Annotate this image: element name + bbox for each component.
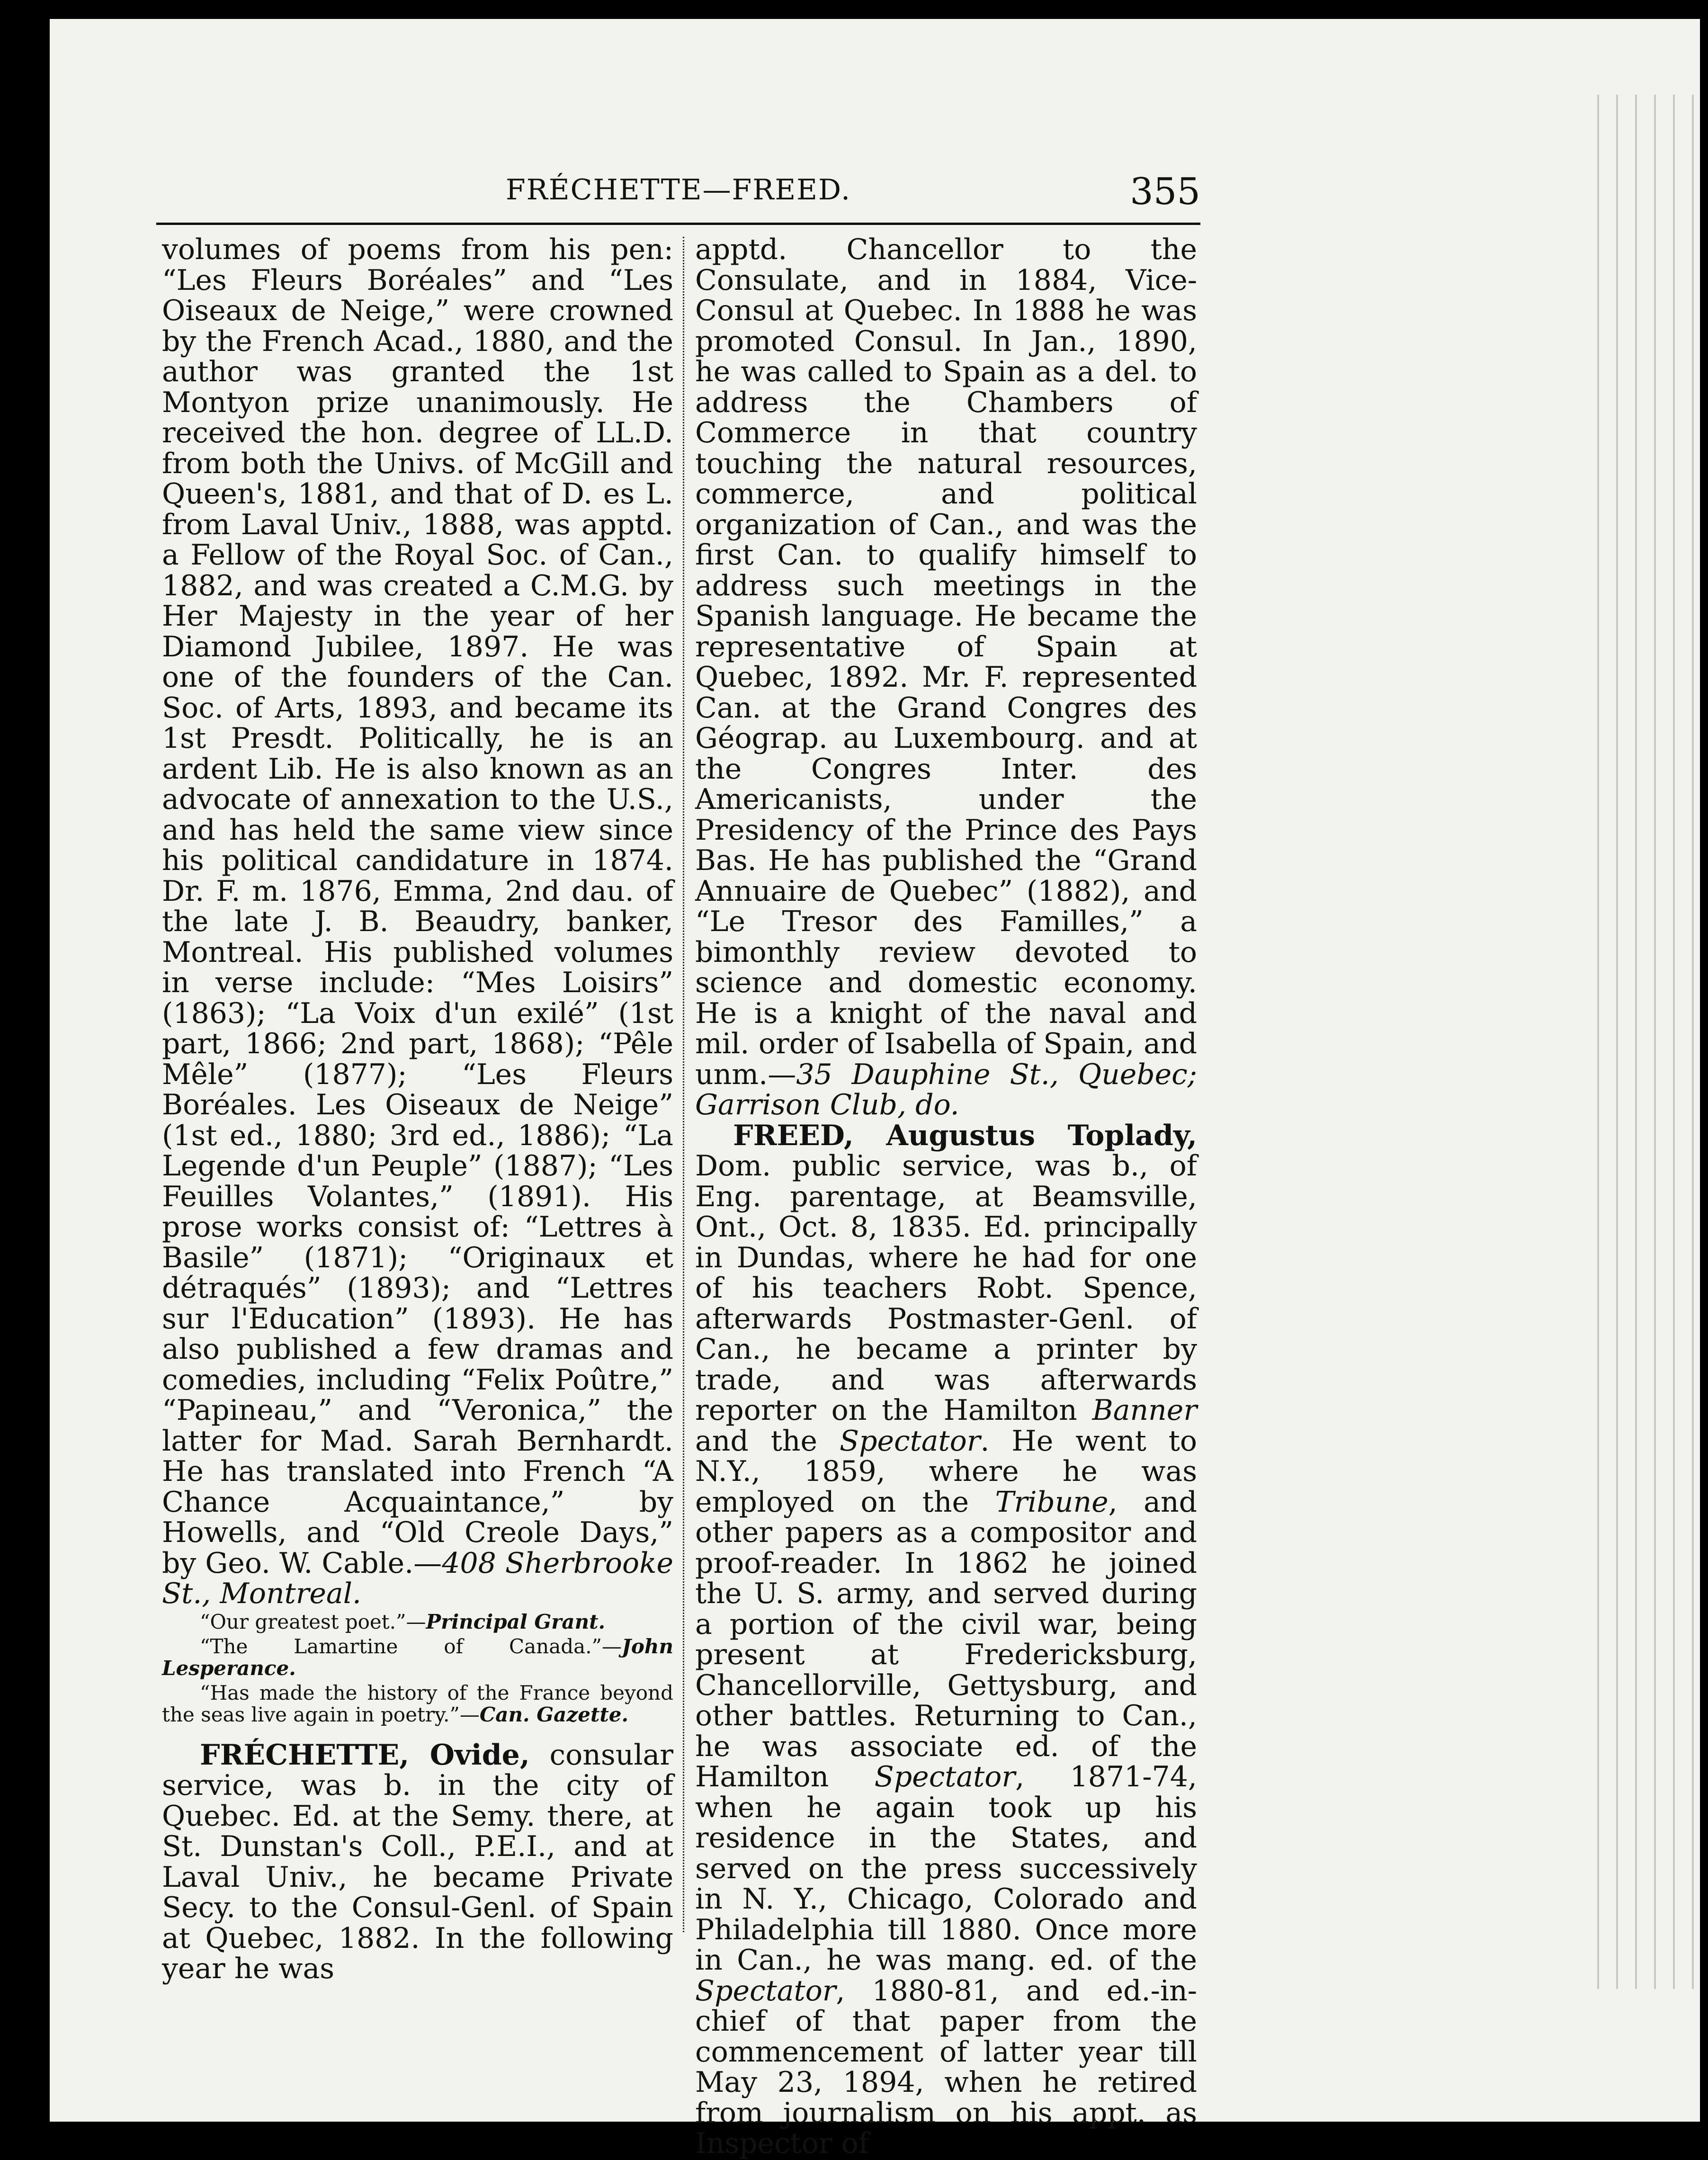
left-column [162, 234, 673, 1949]
right-continuation-paragraph [695, 234, 1197, 1120]
quote-3 [162, 1682, 673, 1726]
right-continuation-text: apptd. Chancellor to the Consulate, and in 1884, Vice-Consul at Quebec. In 1888 he was promoted Consul. In Jan., 1890, he was called to Spain as a del. to address the Chambers of Commerce in that country touching the natural resources, commerce, and political organization of Can., and was the first Can. to qualify himself to address such meetings in the Spanish language. He became the representative of Spain at Quebec, 1892. Mr. F. represented Can. at the Grand Congres des Géograp. au Luxembourg. and at the Congres Inter. des Americanists, under the Presidency of the Prince des Pays Bas. He has published the “Grand Annuaire de Quebec” (1882), and “Le Tresor des Familles,” a bimonthly review devoted to science and domestic economy. He is a knight of the naval and mil. order of Isabella of Spain, and unm.— [695, 233, 1197, 1091]
entry-spacer [162, 1726, 673, 1740]
entry-freed-text-6: , 1880-81, and ed.-in-chief of that paper from the commencement of latter year till May 23, 1894, when he retired from journalism on his appt. as Inspector of [695, 1974, 1197, 2160]
page-number: 355 [1130, 170, 1200, 213]
quote-2 [162, 1636, 673, 1679]
page-header [156, 170, 1200, 218]
entry-freed-name: FREED, Augustus Toplady, [733, 1119, 1197, 1152]
entry-freed-text-1: Dom. public service, was b., of Eng. parentage, at Beamsville, Ont., Oct. 8, 1835. Ed. principally in Dundas, where he had for one of his teachers Robt. Spence, afterwards Postmaster-Genl. of Can., he became a printer by trade, and was afterwards reporter on the Hamilton [695, 1149, 1197, 1427]
quote-1-text: “Our greatest poet.”— [200, 1610, 426, 1633]
quote-1-source: Principal Grant. [426, 1610, 605, 1633]
entry-frechette-ovide-name: FRÉCHETTE, Ovide, [200, 1739, 530, 1772]
column-divider [683, 237, 684, 1932]
entry-freed-text-3: . He went to N.Y., 1859, where he was employed on the [695, 1425, 1197, 1519]
left-continuation-paragraph [162, 234, 673, 1609]
paper-tribune: Tribune [995, 1486, 1109, 1519]
entry-freed-text-2: and the [695, 1425, 840, 1458]
paper-spectator-3: Spectator [695, 1974, 836, 2008]
right-continuation-address: 35 Dauphine St., Quebec; Garrison Club, do. [695, 1058, 1197, 1122]
running-head: FRÉCHETTE—FREED. [156, 173, 1200, 206]
quote-2-text: “The Lamartine of Canada.”— [200, 1635, 622, 1658]
right-column [695, 234, 1197, 1949]
entry-freed-text-4: , and other papers as a compositor and proof-reader. In 1862 he joined the U. S. army, and served during a portion of the civil war, being present at Fredericksburg, Chancellorville, Gettysburg, and other battles. Returning to Can., he was associate ed. of the Hamilton [695, 1486, 1197, 1794]
entry-freed-augustus [695, 1120, 1197, 2159]
paper-banner: Banner [1092, 1394, 1197, 1427]
quote-2-source: John Lesperance. [162, 1635, 673, 1680]
entry-frechette-ovide [162, 1740, 673, 1984]
quote-3-text: “Has made the history of the France beyond the seas live again in poetry.”— [162, 1681, 673, 1726]
left-continuation-text: volumes of poems from his pen: “Les Fleurs Boréales” and “Les Oiseaux de Neige,” were crowned by the French Acad., 1880, and the author was granted the 1st Montyon prize unanimously. He received the hon. degree of LL.D. from both the Univs. of McGill and Queen's, 1881, and that of D. es L. from Laval Univ., 1888, was apptd. a Fellow of the Royal Soc. of Can., 1882, and was created a C.M.G. by Her Majesty in the year of her Diamond Jubilee, 1897. He was one of the founders of the Can. Soc. of Arts, 1893, and became its 1st Presdt. Politically, he is an ardent Lib. He is also known as an advocate of annexation to the U.S., and has held the same view since his political candidature in 1874. Dr. F. m. 1876, Emma, 2nd dau. of the late J. B. Beaudry, banker, Montreal. His published volumes in verse include: “Mes Loisirs” (1863); “La Voix d'un exilé” (1st part, 1866; 2nd part, 1868); “Pêle Mêle” (1877); “Les Fleurs Boréales. Les Oiseaux de Neige” (1st ed., 1880; 3rd ed., 1886); “La Legende d'un Peuple” (1887); “Les Feuilles Volantes,” (1891). His prose works consist of: “Lettres à Basile” (1871); “Originaux et détraqués” (1893); and “Lettres sur l'Education” (1893). He has also published a few dramas and comedies, including “Felix Poûtre,” “Papineau,” and “Veronica,” the latter for Mad. Sarah Bernhardt. He has translated into French “A Chance Acquaintance,” by Howells, and “Old Creole Days,” by Geo. W. Cable.— [162, 233, 673, 1580]
quote-3-source: Can. Gazette. [480, 1703, 628, 1726]
binding-edge-shadow [1589, 95, 1702, 1989]
left-continuation-address: 408 Sherbrooke St., Montreal. [162, 1547, 673, 1611]
entry-freed-text-5: , 1871-74, when he again took up his residence in the States, and served on the press successively in N. Y., Chicago, Colorado and Philadelphia till 1880. Once more in Can., he was mang. ed. of the [695, 1760, 1197, 1977]
paper-spectator: Spectator [840, 1425, 980, 1458]
paper-spectator-2: Spectator [875, 1760, 1015, 1793]
quote-1 [162, 1611, 673, 1633]
entry-frechette-ovide-text: consular service, was b. in the city of Quebec. Ed. at the Semy. there, at St. Dunstan's Coll., P.E.I., and at Laval Univ., he became Private Secy. to the Consul-Genl. of Spain at Quebec, 1882. In the following year he was [162, 1739, 673, 1986]
header-rule [156, 223, 1200, 225]
